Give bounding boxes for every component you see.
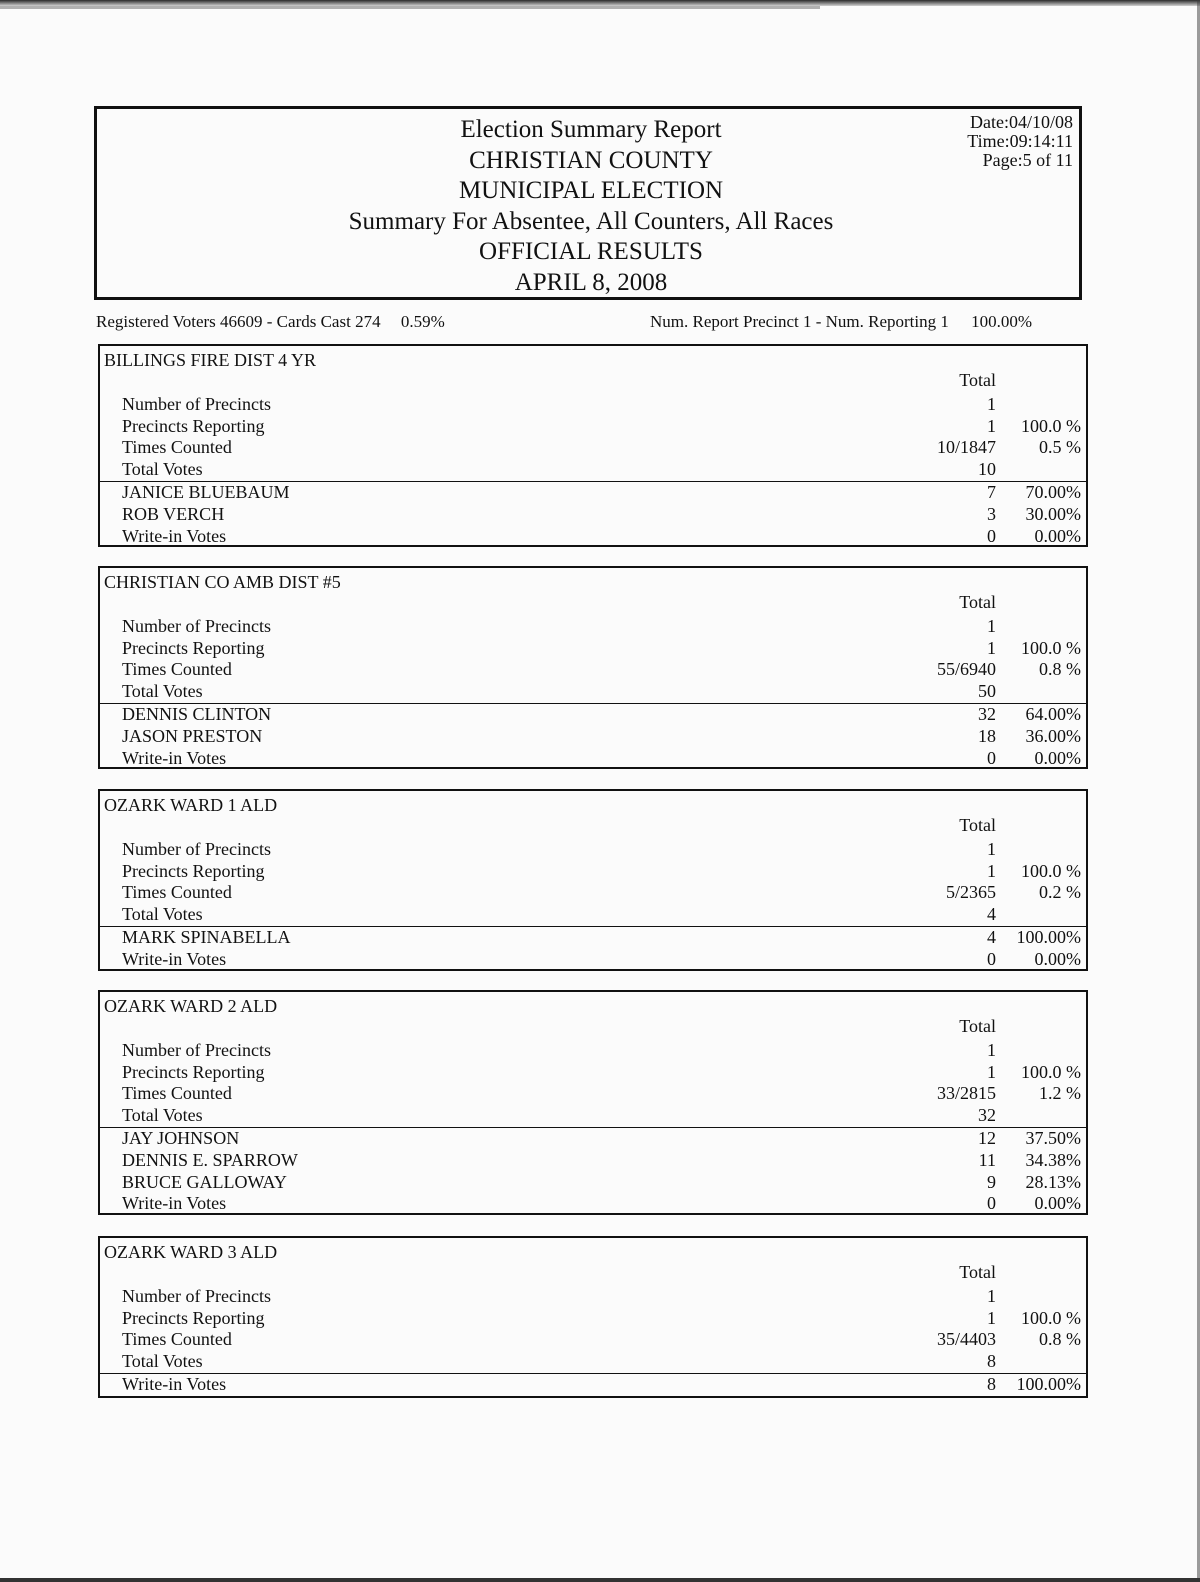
row-value: 4 bbox=[987, 927, 996, 948]
row-value: 33/2815 bbox=[936, 1083, 996, 1104]
row-percent: 64.00% bbox=[1025, 704, 1081, 725]
row-percent: 100.00% bbox=[1016, 927, 1081, 948]
row-label: JASON PRESTON bbox=[122, 725, 263, 746]
row-percent: 100.0 % bbox=[1021, 637, 1081, 658]
result-row bbox=[100, 949, 1086, 971]
row-label: Times Counted bbox=[122, 1083, 232, 1104]
result-row bbox=[100, 681, 1086, 703]
row-value: 1 bbox=[987, 415, 996, 436]
row-label: Total Votes bbox=[122, 680, 203, 701]
row-value: 1 bbox=[987, 839, 996, 859]
row-value: 9 bbox=[987, 1171, 996, 1192]
row-label: Number of Precincts bbox=[122, 616, 271, 636]
report-title: Election Summary Report bbox=[460, 116, 722, 143]
row-label: JAY JOHNSON bbox=[122, 1128, 240, 1149]
row-label: Write-in Votes bbox=[122, 1193, 227, 1214]
row-value: 11 bbox=[978, 1149, 996, 1170]
race-title: OZARK WARD 3 ALD bbox=[104, 1242, 278, 1262]
row-value: 5/2365 bbox=[945, 882, 996, 903]
result-row bbox=[100, 861, 1086, 883]
row-value: 1 bbox=[987, 1307, 996, 1328]
row-label: Precincts Reporting bbox=[122, 860, 265, 881]
total-column-header: Total bbox=[959, 592, 996, 612]
result-row bbox=[100, 1172, 1086, 1194]
total-column-header: Total bbox=[959, 815, 996, 835]
page-number: Page:5 of 11 bbox=[982, 150, 1073, 170]
race-section bbox=[98, 566, 1088, 769]
result-row bbox=[100, 394, 1086, 416]
row-value: 4 bbox=[987, 903, 996, 924]
row-value: 18 bbox=[978, 725, 996, 746]
row-label: Write-in Votes bbox=[122, 948, 227, 969]
row-value: 0 bbox=[987, 525, 996, 546]
summary-scope: Summary For Absentee, All Counters, All Races bbox=[348, 207, 834, 235]
row-value: 32 bbox=[978, 704, 996, 725]
row-label: Precincts Reporting bbox=[122, 1307, 265, 1328]
row-label: Write-in Votes bbox=[122, 525, 227, 546]
row-percent: 0.5 % bbox=[1039, 437, 1081, 458]
cards-cast-pct: 0.59% bbox=[400, 312, 445, 331]
total-column-header: Total bbox=[959, 370, 996, 390]
race-title: OZARK WARD 2 ALD bbox=[104, 996, 278, 1016]
election-name: MUNICIPAL ELECTION bbox=[458, 177, 724, 204]
result-row bbox=[100, 526, 1086, 548]
row-value: 1 bbox=[987, 860, 996, 881]
row-label: Number of Precincts bbox=[122, 839, 271, 859]
result-row bbox=[100, 1083, 1086, 1105]
row-label: Times Counted bbox=[122, 882, 232, 903]
row-label: DENNIS E. SPARROW bbox=[122, 1149, 298, 1170]
row-label: Total Votes bbox=[122, 903, 203, 924]
election-date: APRIL 8, 2008 bbox=[514, 268, 668, 296]
result-row bbox=[100, 1193, 1086, 1215]
row-percent: 0.8 % bbox=[1039, 659, 1081, 680]
row-value: 8 bbox=[987, 1374, 996, 1395]
row-label: BRUCE GALLOWAY bbox=[122, 1171, 287, 1192]
result-row bbox=[100, 748, 1086, 770]
race-rows bbox=[100, 1286, 1086, 1396]
row-value: 1 bbox=[987, 616, 996, 636]
results-status: OFFICIAL RESULTS bbox=[479, 238, 703, 265]
row-label: Times Counted bbox=[122, 1329, 232, 1350]
result-row bbox=[100, 726, 1086, 748]
result-row bbox=[100, 1128, 1086, 1150]
result-row bbox=[100, 839, 1086, 861]
race-title: CHRISTIAN CO AMB DIST #5 bbox=[104, 572, 341, 592]
row-label: DENNIS CLINTON bbox=[122, 704, 272, 725]
row-value: 32 bbox=[978, 1104, 996, 1125]
result-row bbox=[100, 1351, 1086, 1373]
row-percent: 70.00% bbox=[1025, 482, 1081, 503]
race-title: OZARK WARD 1 ALD bbox=[104, 795, 278, 815]
result-row bbox=[100, 437, 1086, 459]
result-row bbox=[100, 1040, 1086, 1062]
race-section bbox=[98, 990, 1088, 1215]
row-percent: 100.0 % bbox=[1021, 415, 1081, 436]
result-row bbox=[100, 659, 1086, 681]
row-percent: 0.00% bbox=[1034, 525, 1081, 546]
row-value: 0 bbox=[987, 747, 996, 768]
row-value: 10 bbox=[978, 458, 996, 479]
result-row bbox=[100, 504, 1086, 526]
row-percent: 100.0 % bbox=[1021, 1061, 1081, 1082]
registered-voters-text: Registered Voters 46609 - Cards Cast 274 bbox=[96, 312, 381, 331]
precinct-reporting-text: Num. Report Precinct 1 - Num. Reporting 1 bbox=[650, 312, 949, 331]
row-label: Total Votes bbox=[122, 1104, 203, 1125]
scan-edge-bottom bbox=[0, 1578, 1200, 1582]
result-row bbox=[100, 904, 1086, 926]
race-section bbox=[98, 789, 1088, 971]
row-label: Number of Precincts bbox=[122, 1040, 271, 1060]
result-row bbox=[100, 1329, 1086, 1351]
row-value: 1 bbox=[987, 1286, 996, 1306]
report-header bbox=[94, 106, 1082, 300]
row-value: 1 bbox=[987, 1040, 996, 1060]
row-value: 1 bbox=[987, 637, 996, 658]
result-row bbox=[100, 1105, 1086, 1127]
row-percent: 1.2 % bbox=[1039, 1083, 1081, 1104]
row-label: Precincts Reporting bbox=[122, 1061, 265, 1082]
report-title-block bbox=[97, 112, 1085, 298]
race-rows bbox=[100, 1040, 1086, 1215]
report-meta bbox=[967, 113, 1073, 170]
row-value: 55/6940 bbox=[936, 659, 996, 680]
row-percent: 34.38% bbox=[1025, 1149, 1081, 1170]
row-percent: 30.00% bbox=[1025, 503, 1081, 524]
row-percent: 100.0 % bbox=[1021, 860, 1081, 881]
row-value: 1 bbox=[987, 394, 996, 414]
registered-voters-summary bbox=[96, 312, 445, 332]
row-value: 8 bbox=[987, 1350, 996, 1371]
row-label: Times Counted bbox=[122, 437, 232, 458]
row-value: 1 bbox=[987, 1061, 996, 1082]
row-label: JANICE BLUEBAUM bbox=[122, 482, 290, 503]
result-row bbox=[100, 638, 1086, 660]
row-percent: 100.0 % bbox=[1021, 1307, 1081, 1328]
report-date: Date:04/10/08 bbox=[970, 112, 1073, 132]
row-label: Number of Precincts bbox=[122, 1286, 271, 1306]
result-row bbox=[100, 1150, 1086, 1172]
scan-edge-top-shadow bbox=[0, 6, 820, 9]
result-row bbox=[100, 416, 1086, 438]
row-value: 50 bbox=[978, 680, 996, 701]
row-percent: 0.2 % bbox=[1039, 882, 1081, 903]
result-row bbox=[100, 616, 1086, 638]
precinct-reporting-summary bbox=[650, 312, 1032, 332]
row-label: ROB VERCH bbox=[122, 503, 225, 524]
row-percent: 0.00% bbox=[1034, 948, 1081, 969]
row-value: 10/1847 bbox=[936, 437, 996, 458]
row-percent: 37.50% bbox=[1025, 1128, 1081, 1149]
row-label: Total Votes bbox=[122, 1350, 203, 1371]
row-label: Total Votes bbox=[122, 458, 203, 479]
row-percent: 0.00% bbox=[1034, 747, 1081, 768]
race-section bbox=[98, 344, 1088, 547]
race-rows bbox=[100, 839, 1086, 971]
result-row bbox=[100, 482, 1086, 504]
row-percent: 36.00% bbox=[1025, 725, 1081, 746]
row-label: Write-in Votes bbox=[122, 1374, 227, 1395]
total-column-header: Total bbox=[959, 1262, 996, 1282]
row-label: Write-in Votes bbox=[122, 747, 227, 768]
total-column-header: Total bbox=[959, 1016, 996, 1036]
row-label: Times Counted bbox=[122, 659, 232, 680]
row-value: 0 bbox=[987, 948, 996, 969]
result-row bbox=[100, 1308, 1086, 1330]
row-value: 7 bbox=[987, 482, 996, 503]
row-percent: 100.00% bbox=[1016, 1374, 1081, 1395]
row-label: MARK SPINABELLA bbox=[122, 927, 291, 948]
row-value: 12 bbox=[978, 1128, 996, 1149]
county-name: CHRISTIAN COUNTY bbox=[469, 146, 713, 174]
row-value: 3 bbox=[987, 503, 996, 524]
row-value: 35/4403 bbox=[936, 1329, 996, 1350]
result-row bbox=[100, 1286, 1086, 1308]
result-row bbox=[100, 1062, 1086, 1084]
row-percent: 28.13% bbox=[1025, 1171, 1081, 1192]
race-section bbox=[98, 1236, 1088, 1398]
result-row bbox=[100, 1374, 1086, 1396]
result-row bbox=[100, 704, 1086, 726]
race-rows bbox=[100, 616, 1086, 769]
precinct-reporting-pct: 100.00% bbox=[971, 312, 1033, 331]
race-rows bbox=[100, 394, 1086, 547]
result-row bbox=[100, 882, 1086, 904]
row-percent: 0.8 % bbox=[1039, 1329, 1081, 1350]
result-row bbox=[100, 927, 1086, 949]
report-time: Time:09:14:11 bbox=[967, 131, 1073, 151]
result-row bbox=[100, 459, 1086, 481]
race-title: BILLINGS FIRE DIST 4 YR bbox=[104, 350, 317, 370]
row-percent: 0.00% bbox=[1034, 1193, 1081, 1214]
row-label: Number of Precincts bbox=[122, 394, 271, 414]
row-value: 0 bbox=[987, 1193, 996, 1214]
row-label: Precincts Reporting bbox=[122, 415, 265, 436]
row-label: Precincts Reporting bbox=[122, 637, 265, 658]
